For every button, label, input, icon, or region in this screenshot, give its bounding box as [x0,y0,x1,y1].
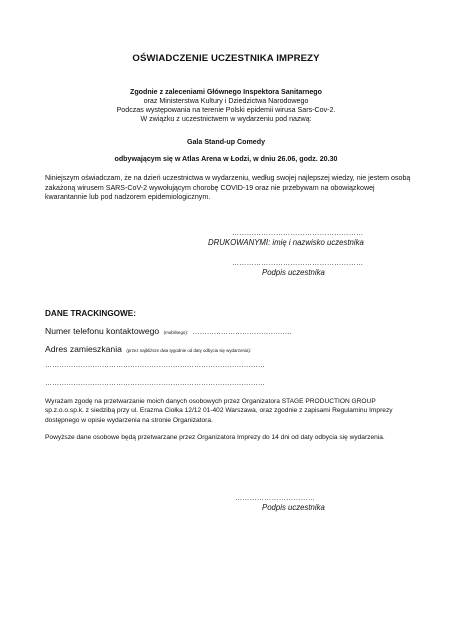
consent-text: Wyrażam zgodę na przetwarzanie moich danych osobowych przez Organizatora STAGE PRODUCTION GROUP sp.z.o.o.sp.k. z siedzibą przy ul. Erazma Ciołka 12/12 01-402 Warszawa, oraz zgodnie z zapisami Regulaminu Imprezy dostępnego w opisie wydarzenia na stronie Organizatora. [45,398,393,424]
address-line-2: ………………………………………………………………………………… [45,379,265,387]
intro-line-3: Podczas występowania na terenie Polski epidemii wirusa Sars-Cov-2. [116,106,336,114]
phone-dotted-line: …………………………………… [192,328,292,336]
intro-line-1: Zgodnie z zaleceniami Głównego Inspektora Sanitarnego [130,88,322,96]
declaration-text: Niniejszym oświadczam, że na dzień uczestnictwa w wydarzeniu, według swojej najlepszej wiedzy, nie jestem osobą zakażoną wirusem SARS-CoV-2 wywołującym chorobę COVID-19 oraz nie przebywam na obowiązkowej kwarantannie lub pod nadzorem epidemiologicznym. [45,174,411,202]
address-row [45,339,251,357]
tracking-heading: DANE TRACKINGOWE: [45,309,136,318]
address-line-1: ………………………………………………………………………………… [45,361,265,369]
address-label: Adres zamieszkania [45,344,122,354]
document-title: OŚWIADCZENIE UCZESTNIKA IMPREZY [132,53,320,64]
phone-label: Numer telefonu kontaktowego [45,326,160,336]
intro-line-4: W związku z uczestnictwem w wydarzeniu pod nazwą: [140,115,312,123]
address-note: (przez najbliższe dwa tygodnie od daty odbycia się wydarzenia): [126,348,252,353]
final-signature-label: Podpis uczestnika [262,503,325,512]
event-name: Gala Stand-up Comedy [186,138,266,146]
event-details: odbywającym się w Atlas Arena w Łodzi, w dniu 26.06, godz. 20.30 [114,155,338,163]
signature-label: Podpis uczestnika [262,268,325,277]
signature-dotted-line: ……………………………………………… [232,259,364,267]
phone-note: (mobilnego): [163,330,189,335]
retention-text: Powyższe dane osobowe będą przetwarzane przez Organizatora Imprezy do 14 dni od daty odbycia się wydarzenia. [45,434,385,441]
name-dotted-line: ……………………………………………… [232,229,364,237]
final-signature-dotted-line: …………………………… [235,494,316,502]
intro-line-2: oraz Ministerstwa Kultury i Dziedzictwa Narodowego [143,97,309,105]
name-label: DRUKOWANYMI: imię i nazwisko uczestnika [208,238,364,247]
phone-row [45,321,292,339]
